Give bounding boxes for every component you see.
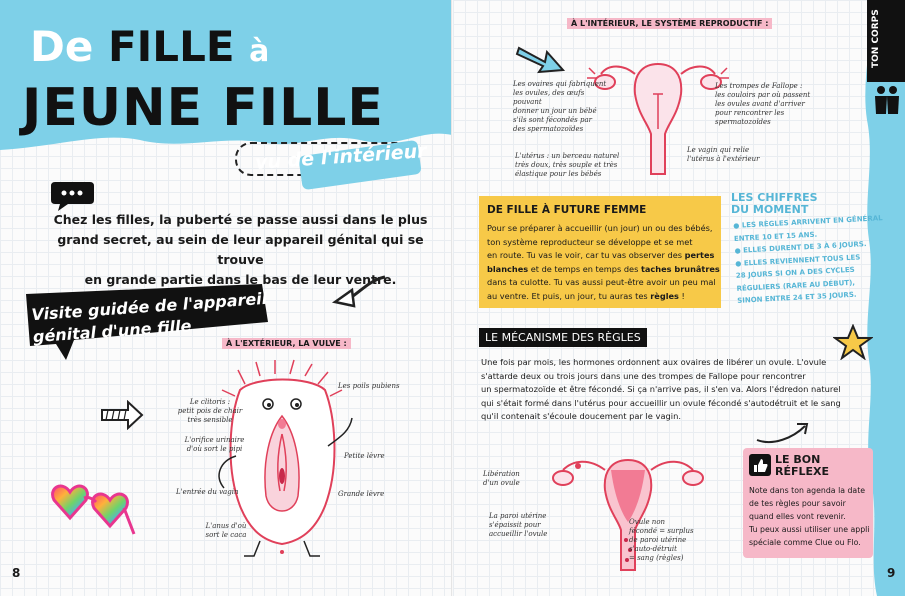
future-woman-bold-text: taches brunâtres — [640, 263, 720, 274]
mechanism-heading: LE MÉCANISME DES RÈGLES — [479, 328, 647, 347]
future-woman-text-segment: et de temps en temps des — [528, 263, 641, 274]
numbers-line: ● ELLES REVIENNENT TOUS LES — [735, 252, 861, 268]
people-icon — [873, 84, 901, 118]
future-woman-line — [487, 222, 720, 236]
numbers-title-1: LES CHIFFRES — [731, 191, 818, 204]
future-woman-text-segment: dans ta culotte. Tu vas aussi peut-être avoir un peu mal — [487, 277, 716, 287]
intro-line-3: en grande partie dans le bas de leur ventre. — [84, 272, 397, 287]
numbers-line: ENTRE 10 ET 15 ANS. — [733, 230, 818, 243]
good-reflex-line: Note dans ton agenda la date — [749, 486, 866, 495]
future-woman-text — [487, 222, 720, 303]
star-icon — [833, 324, 873, 360]
thumbs-up-icon — [749, 454, 771, 476]
page-number-left: 8 — [12, 566, 21, 580]
label-unfertilized-ovule: Ovule non fécondé = surplus de paroi utérine s'auto-détruit = sang (règles) — [629, 518, 694, 562]
good-reflex-text — [749, 484, 869, 549]
label-urinary-orifice: L'orifice urinaire d'où sort le pipi — [184, 436, 245, 453]
label-fallopian-tubes: Les trompes de Fallope : les couloirs par où passent les ovules avant d'arriver pour rencontrer les spermatozoïdes — [715, 82, 811, 126]
label-uterus: L'utérus : un berceau naturel très doux, très souple et très élastique pour les bébés — [515, 152, 620, 178]
mechanism-line: qu'il contenait s'écoule doucement par le vagin. — [481, 411, 682, 421]
good-reflex-title — [775, 454, 829, 478]
numbers-line: 28 JOURS SI ON A DES CYCLES — [735, 265, 855, 280]
interior-heading: À L'INTÉRIEUR, LE SYSTÈME REPRODUCTIF : — [567, 18, 772, 29]
future-woman-line — [487, 249, 720, 263]
title-de: De — [30, 22, 94, 71]
label-vagina-entry: L'entrée du vagin — [176, 488, 239, 496]
good-reflex-line: quand elles vont revenir. — [749, 512, 846, 521]
future-woman-bold-text: pertes — [684, 250, 715, 260]
side-tab-label: TON CORPS — [871, 9, 881, 68]
future-woman-line — [487, 263, 720, 277]
guided-tour-line-2: génital d'une fille — [32, 316, 192, 347]
future-woman-text-segment: en route. Tu vas le voir, car tu vas observer des — [487, 250, 685, 260]
future-woman-bold-text: règles — [650, 290, 679, 301]
left-page — [0, 0, 452, 596]
numbers-title — [731, 192, 818, 216]
future-woman-line — [487, 236, 720, 250]
future-woman-text-segment: au ventre. Et puis, un jour, tu auras tes — [487, 290, 651, 301]
future-woman-box — [479, 196, 721, 308]
label-big-lip: Grande lèvre — [338, 490, 385, 498]
striped-arrow-icon — [100, 400, 144, 430]
exterior-heading: À L'EXTÉRIEUR, LA VULVE : — [222, 338, 351, 349]
good-reflex-line: Tu peux aussi utiliser une appli — [749, 525, 870, 534]
numbers-title-2: DU MOMENT — [731, 203, 809, 216]
future-woman-text-segment: Pour se préparer à accueillir (un jour) un ou des bébés, — [487, 223, 713, 233]
numbers-line: SINON ENTRE 24 ET 35 JOURS. — [737, 290, 857, 305]
subtitle: vu de l'intérieur — [254, 140, 428, 174]
title-a: à — [249, 34, 270, 69]
future-woman-bold-text: blanches — [487, 263, 529, 274]
numbers-line: RÉGULIERS (RARE AU DÉBUT), — [736, 278, 856, 293]
page-number-right: 9 — [887, 566, 896, 580]
label-ovaries: Les ovaires qui fabriquent les ovules, des œufs pouvant donner un jour un bébé s'ils sont fécondés par des spermatozoïdes — [513, 80, 607, 133]
intro-line-1: Chez les filles, la puberté se passe aussi dans le plus — [53, 212, 428, 227]
label-small-lip: Petite lèvre — [344, 452, 385, 460]
mechanism-text — [481, 356, 841, 424]
numbers-list — [733, 212, 887, 307]
mechanism-line: Une fois par mois, les hormones ordonnent aux ovaires de libérer un ovule. L'ovule — [481, 357, 827, 367]
guided-tour-line-1: Visite guidée de l'appareil — [30, 288, 268, 325]
label-uterine-wall: La paroi utérine s'épaissit pour accueillir l'ovule — [489, 512, 548, 538]
future-woman-line — [487, 276, 720, 290]
label-pubic-hair: Les poils pubiens — [338, 382, 400, 390]
good-reflex-line: de tes règles pour savoir — [749, 499, 846, 508]
good-reflex-title-1: LE BON — [775, 453, 821, 466]
numbers-line: ● LES RÈGLES ARRIVENT EN GÉNÉRAL — [733, 214, 883, 230]
future-woman-text-segment: ! — [678, 290, 685, 301]
future-woman-line — [487, 290, 720, 304]
title-fille: FILLE — [107, 22, 235, 71]
numbers-line: ● ELLES DURENT DE 3 À 6 JOURS. — [734, 240, 867, 255]
good-reflex-box — [743, 448, 873, 558]
good-reflex-title-2: RÉFLEXE — [775, 465, 830, 478]
speech-bubble-icon — [50, 178, 96, 212]
side-tab[interactable] — [867, 0, 905, 82]
label-clitoris: Le clitoris : petit pois de chair très sensible — [177, 398, 243, 424]
mechanism-line: qui s'était formé dans l'utérus pour accueillir un ovule fécondé s'autodétruit et le sang — [481, 397, 841, 408]
label-vagina: Le vagin qui relie l'utérus à l'extérieur — [687, 146, 760, 163]
mechanism-line: s'attarde deux ou trois jours dans une des trompes de Fallope pour rencontrer — [481, 370, 806, 381]
future-woman-text-segment: ton système reproducteur se développe et se met — [487, 236, 693, 247]
hand-drawn-arrow-icon — [753, 418, 813, 448]
title-line2: JEUNE FILLE — [22, 78, 384, 138]
label-ovulation: Libération d'un ovule — [483, 470, 520, 487]
blue-arrow-icon — [515, 40, 567, 74]
label-anus: L'anus d'où sort le caca — [205, 522, 247, 539]
mechanism-line: un spermatozoïde et être fécondé. Si ça n'arrive pas, il s'en va. Alors l'édredon naturel — [481, 384, 841, 394]
heart-sunglasses-icon — [48, 478, 138, 538]
arrow-icon — [320, 272, 390, 312]
good-reflex-line: spéciale comme Clue ou Flo. — [749, 538, 861, 547]
future-woman-heading: DE FILLE À FUTURE FEMME — [487, 204, 647, 216]
right-page — [453, 0, 905, 596]
title-line1 — [30, 22, 269, 71]
intro-line-2: grand secret, au sein de leur appareil génital qui se trouve — [57, 232, 424, 267]
